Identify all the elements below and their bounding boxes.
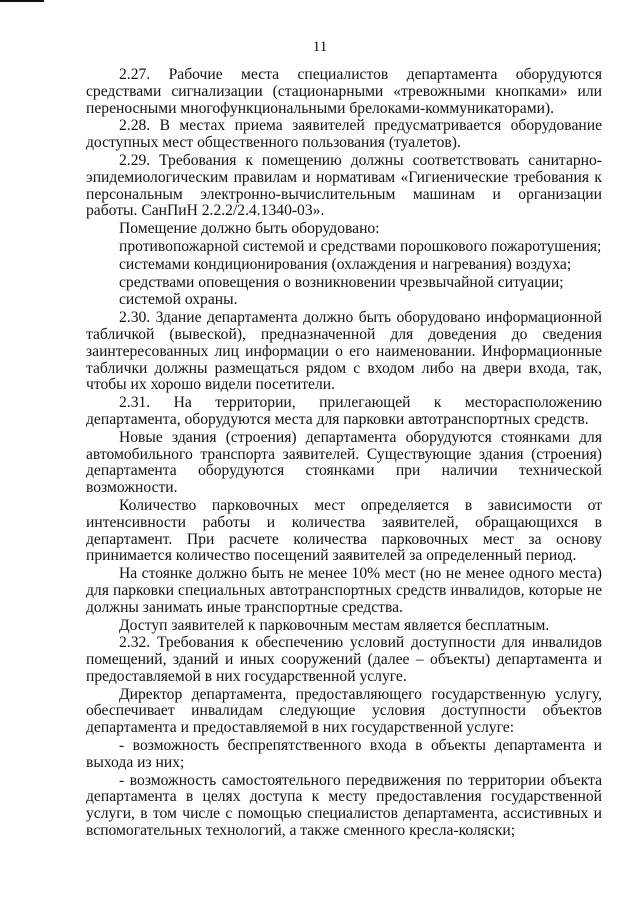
list-item-emergency-alert: средствами оповещения о возникновении чрезвычайной ситуации; xyxy=(119,273,564,291)
list-item-movement: - возможность самостоятельного передвижения по территории объекта департамента в целях доступа к месту предоставления государственной услуги, в том числе с помощью специалистов департамента, ассистивных и вспомогательных технологий, а также сменного кресла-коляски; xyxy=(86,771,602,840)
list-item-security-system: системой охраны. xyxy=(119,291,238,309)
paragraph-disabled-parking: На стоянке должно быть не менее 10% мест (но не менее одного места) для парковки специальных автотранспортных средств инвалидов, которые не должны занимать иные транспортные средства. xyxy=(86,565,602,616)
paragraph-2-32: 2.32. Требования к обеспечению условий доступности для инвалидов помещений, зданий и иных сооружений (далее – объекты) департамента и предоставляемой в них государственной услуге. xyxy=(86,634,602,685)
paragraph-2-30: 2.30. Здание департамента должно быть оборудовано информационной табличкой (вывеской), предназначенной для доведения до сведения заинтересованных лиц информации о его наименовании. Информационные таблички должны размещаться рядом с входом либо на двери входа, так, чтобы их хорошо видели посетители. xyxy=(86,309,602,394)
paragraph-2-31: 2.31. На территории, прилегающей к месторасположению департамента, оборудуются места для парковки автотранспортных средств. xyxy=(86,394,602,428)
paragraph-2-28: 2.28. В местах приема заявителей предусматривается оборудование доступных мест общественного пользования (туалетов). xyxy=(86,117,602,152)
document-body xyxy=(86,67,602,840)
paragraph-2-29: 2.29. Требования к помещению должны соответствовать санитарно-эпидемиологическим правилам и нормативам «Гигиенические требования к персональным электронно-вычислительным машинам и организации работы. СанПиН 2.2.2/2.4.1340-03». xyxy=(86,151,602,220)
list-item-air-conditioning: системами кондиционирования (охлаждения и нагревания) воздуха; xyxy=(119,255,572,273)
paragraph-equipment-intro: Помещение должно быть оборудовано: xyxy=(119,220,380,238)
list-item-fire-system: противопожарной системой и средствами порошкового пожаротушения; xyxy=(119,237,602,255)
paragraph-2-27: 2.27. Рабочие места специалистов департамента оборудуются средствами сигнализации (стационарными «тревожными кнопками» или переносными многофункциональными брелоками-коммуникаторами). xyxy=(86,66,602,117)
list-item-entry-exit: - возможность беспрепятственного входа в объекты департамента и выхода из них; xyxy=(86,737,602,771)
corner-rule xyxy=(0,0,44,2)
paragraph-free-parking: Доступ заявителей к парковочным местам является бесплатным. xyxy=(119,616,550,634)
paragraph-new-buildings: Новые здания (строения) департамента оборудуются стоянками для автомобильного транспорта заявителей. Существующие здания (строения) департамента оборудуются стоянками при наличии технической возможности. xyxy=(86,428,602,497)
page-number: 11 xyxy=(312,39,328,55)
paragraph-director-obligations: Директор департамента, предоставляющего государственную услугу, обеспечивает инвалидам следующие условия доступности объектов департамента и предоставляемой в них государственной услуге: xyxy=(86,685,602,737)
paragraph-parking-count: Количество парковочных мест определяется в зависимости от интенсивности работы и количества заявителей, обращающихся в департамент. При расчете количества парковочных мест за основу принимается количество посещений заявителей за определенный период. xyxy=(86,496,602,565)
